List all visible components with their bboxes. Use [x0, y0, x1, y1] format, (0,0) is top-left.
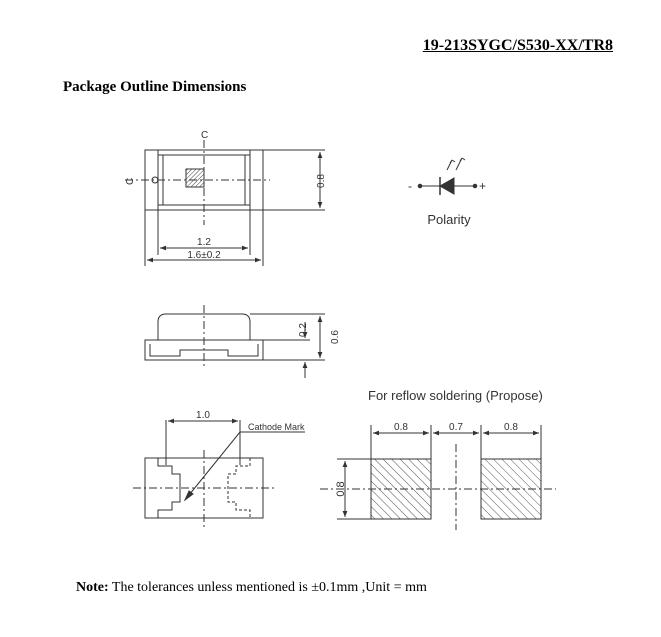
dim-overall-width-label: 1.6±0.2: [187, 250, 221, 261]
note: [76, 580, 427, 596]
dim-inner-width-label: 1.2: [197, 237, 211, 248]
centerline-symbol-left: C: [125, 177, 136, 185]
top-view: [125, 140, 325, 266]
dim-pad-right-label: 0.8: [504, 422, 518, 433]
part-number: 19-213SYGC/S530-XX/TR8: [422, 37, 613, 54]
dim-pad-left-label: 0.8: [394, 422, 408, 433]
dim-gap-label: 0.7: [449, 422, 463, 433]
polarity-minus: -: [408, 179, 412, 193]
diode-icon: [440, 178, 454, 194]
dim-bottom-width-label: 1.0: [196, 410, 210, 421]
reflow-title: For reflow soldering (Propose): [368, 388, 543, 403]
light-arrow-icon: [447, 160, 455, 170]
bottom-view: [133, 420, 305, 528]
led-chip: [186, 169, 204, 187]
cathode-mark-label: Cathode Mark: [248, 422, 305, 432]
reflow-footprint: [320, 425, 556, 530]
polarity-label: Polarity: [427, 212, 471, 227]
dim-pad-thickness-label: 0.2: [298, 323, 309, 337]
dim-height-label: 0.8: [316, 174, 327, 188]
section-title: Package Outline Dimensions: [63, 79, 247, 95]
centerline-symbol-top: C: [201, 130, 209, 141]
polarity-symbol: [418, 158, 477, 195]
dim-pad-height-label: 0.8: [335, 481, 347, 497]
side-view: [145, 305, 325, 378]
polarity-plus: +: [479, 179, 487, 193]
dim-total-height-label: 0.6: [330, 330, 341, 344]
note-label: Note:: [76, 580, 109, 595]
note-text: The tolerances unless mentioned is ±0.1mm ,Unit = mm: [108, 580, 427, 595]
